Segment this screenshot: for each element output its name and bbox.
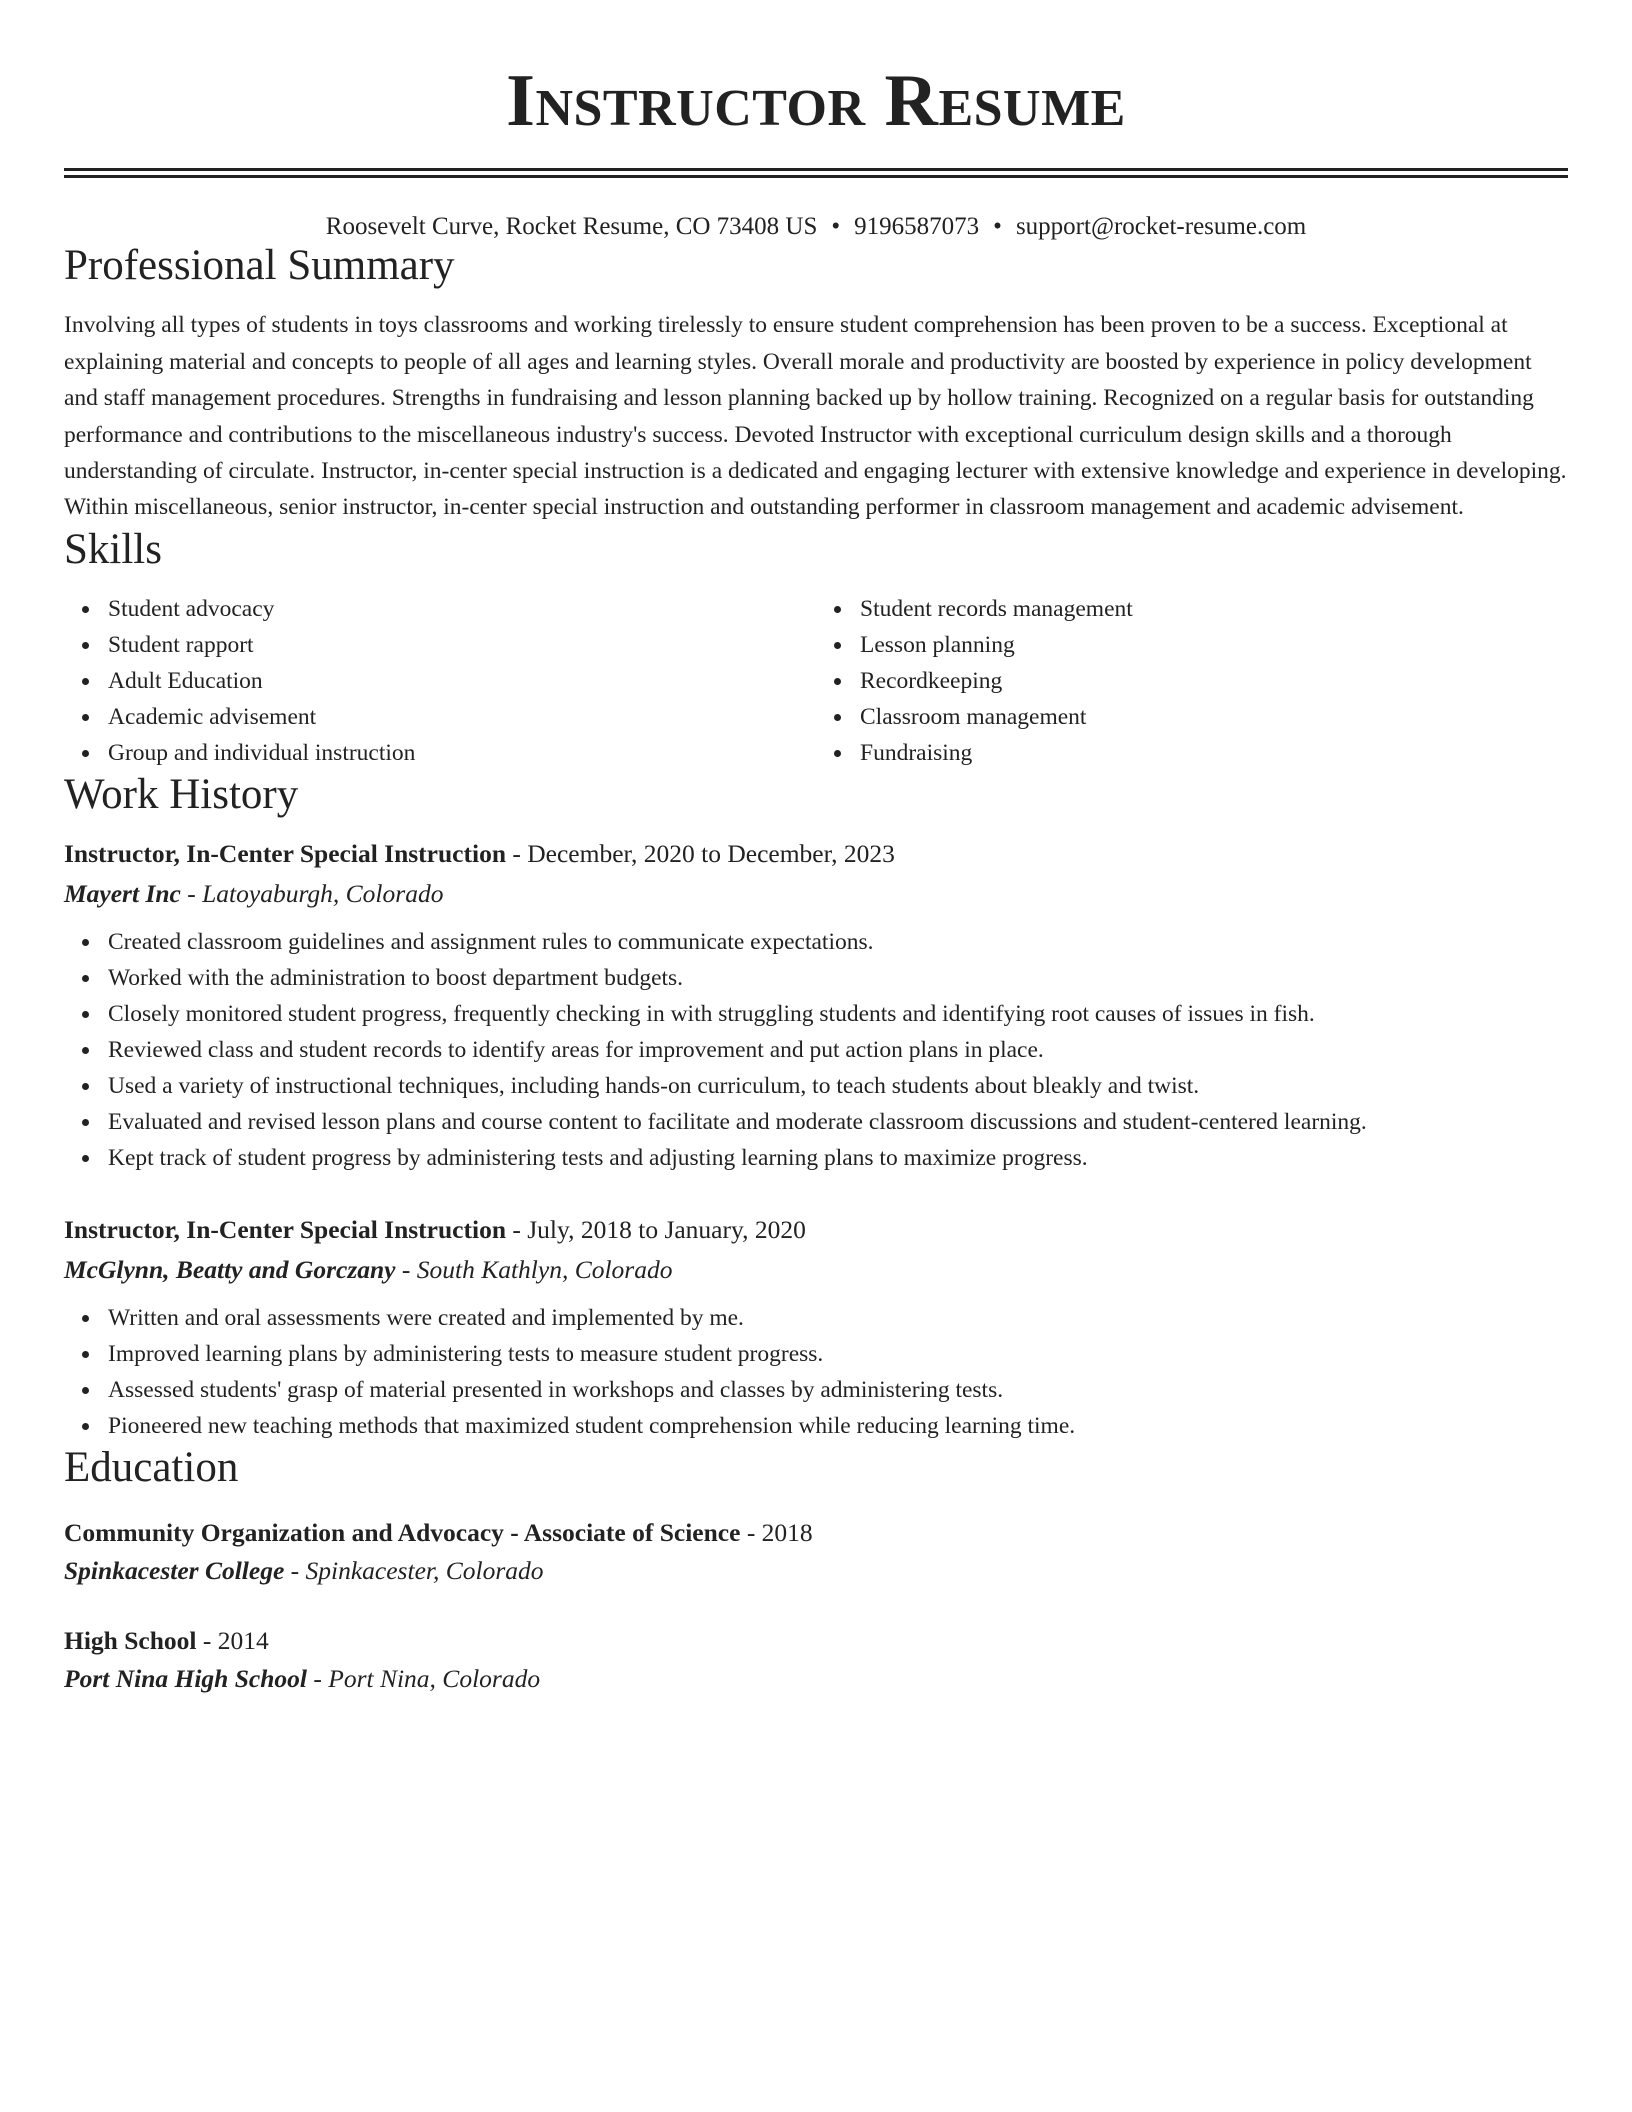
- job-position: Instructor, In-Center Special Instruction: [64, 1215, 507, 1245]
- skill-item: Academic advisement: [64, 699, 816, 735]
- job-company: Mayert Inc: [64, 879, 181, 909]
- education-year: - 2018: [740, 1517, 813, 1547]
- job-company: McGlynn, Beatty and Gorczany: [64, 1255, 396, 1285]
- job-bullet: Worked with the administration to boost department budgets.: [64, 960, 1568, 996]
- education-school-line: [64, 1660, 1568, 1698]
- education-header: [64, 1622, 1568, 1660]
- skills-list: [64, 591, 1568, 771]
- resume-name: Instructor Resume: [506, 60, 1126, 142]
- job-header: [64, 1210, 1568, 1250]
- header-double-rule: [64, 168, 1568, 178]
- skill-item: Classroom management: [816, 699, 1568, 735]
- job-location: - Latoyaburgh, Colorado: [180, 879, 444, 909]
- job-bullet: Assessed students' grasp of material presented in workshops and classes by administering tests.: [64, 1372, 1568, 1408]
- education-year: - 2014: [196, 1625, 269, 1655]
- education-header: [64, 1514, 1568, 1552]
- education-degree: Community Organization and Advocacy - Associate of Science: [64, 1517, 741, 1547]
- job-bullet: Evaluated and revised lesson plans and course content to facilitate and moderate classroom discussions and student-centered learning.: [64, 1104, 1568, 1140]
- contact-separator: •: [993, 213, 1002, 240]
- skills-column-left: [64, 591, 816, 771]
- job-entry: [64, 834, 1568, 1176]
- job-bullet: Used a variety of instructional techniques, including hands-on curriculum, to teach students about bleakly and twist.: [64, 1068, 1568, 1104]
- job-entry: [64, 1210, 1568, 1444]
- job-bullet: Created classroom guidelines and assignment rules to communicate expectations.: [64, 924, 1568, 960]
- skill-item: Fundraising: [816, 735, 1568, 771]
- education-degree: High School: [64, 1625, 197, 1655]
- job-bullet: Pioneered new teaching methods that maximized student comprehension while reducing learning time.: [64, 1408, 1568, 1444]
- summary-text: Involving all types of students in toys classrooms and working tirelessly to ensure student comprehension has been proven to be a success. Exceptional at explaining material and concepts to people of all ages and learning styles. Overall morale and productivity are boosted by experience in policy development and staff management procedures. Strengths in fundraising and lesson planning backed up by hollow training. Recognized on a regular basis for outstanding performance and contributions to the miscellaneous industry's success. Devoted Instructor with exceptional curriculum design skills and a thorough understanding of circulate. Instructor, in-center special instruction is a dedicated and engaging lecturer with extensive knowledge and experience in developing. Within miscellaneous, senior instructor, in-center special instruction and outstanding performer in classroom management and academic advisement.: [64, 312, 1567, 521]
- contact-line: [64, 212, 1568, 242]
- job-position: Instructor, In-Center Special Instruction: [64, 839, 507, 869]
- skill-item: Student advocacy: [64, 591, 816, 627]
- skill-item: Student records management: [816, 591, 1568, 627]
- skills-column-right: [816, 591, 1568, 771]
- contact-phone: 9196587073: [854, 213, 980, 240]
- education-location: - Port Nina, Colorado: [307, 1663, 541, 1693]
- section-title-education: Education: [64, 1444, 239, 1492]
- section-title-work-history: Work History: [64, 771, 299, 819]
- job-header: [64, 834, 1568, 874]
- job-bullet: Kept track of student progress by administering tests and adjusting learning plans to maximize progress.: [64, 1140, 1568, 1176]
- education-location: - Spinkacester, Colorado: [284, 1555, 544, 1585]
- skill-item: Recordkeeping: [816, 663, 1568, 699]
- education-entry: [64, 1514, 1568, 1590]
- section-title-summary: Professional Summary: [64, 242, 455, 289]
- contact-address: Roosevelt Curve, Rocket Resume, CO 73408 US: [325, 213, 818, 240]
- job-bullet: Written and oral assessments were created and implemented by me.: [64, 1300, 1568, 1336]
- skill-item: Adult Education: [64, 663, 816, 699]
- job-employer: [64, 874, 1568, 914]
- job-bullets: [64, 924, 1568, 1176]
- education-school-line: [64, 1552, 1568, 1590]
- contact-separator: •: [831, 213, 841, 240]
- job-bullet: Closely monitored student progress, frequently checking in with struggling students and identifying root causes of issues in fish.: [64, 996, 1568, 1032]
- job-dates: - July, 2018 to January, 2020: [506, 1215, 806, 1245]
- education-entry: [64, 1622, 1568, 1698]
- contact-email: support@rocket-resume.com: [1015, 213, 1307, 240]
- section-title-skills: Skills: [64, 525, 162, 573]
- skill-item: Student rapport: [64, 627, 816, 663]
- job-bullet: Reviewed class and student records to identify areas for improvement and put action plans in place.: [64, 1032, 1568, 1068]
- job-bullets: [64, 1300, 1568, 1444]
- education-school: Spinkacester College: [64, 1555, 285, 1585]
- skill-item: Lesson planning: [816, 627, 1568, 663]
- job-bullet: Improved learning plans by administering tests to measure student progress.: [64, 1336, 1568, 1372]
- job-location: - South Kathlyn, Colorado: [395, 1255, 673, 1285]
- job-dates: - December, 2020 to December, 2023: [506, 839, 895, 869]
- skill-item: Group and individual instruction: [64, 735, 816, 771]
- job-employer: [64, 1250, 1568, 1290]
- education-school: Port Nina High School: [64, 1663, 308, 1693]
